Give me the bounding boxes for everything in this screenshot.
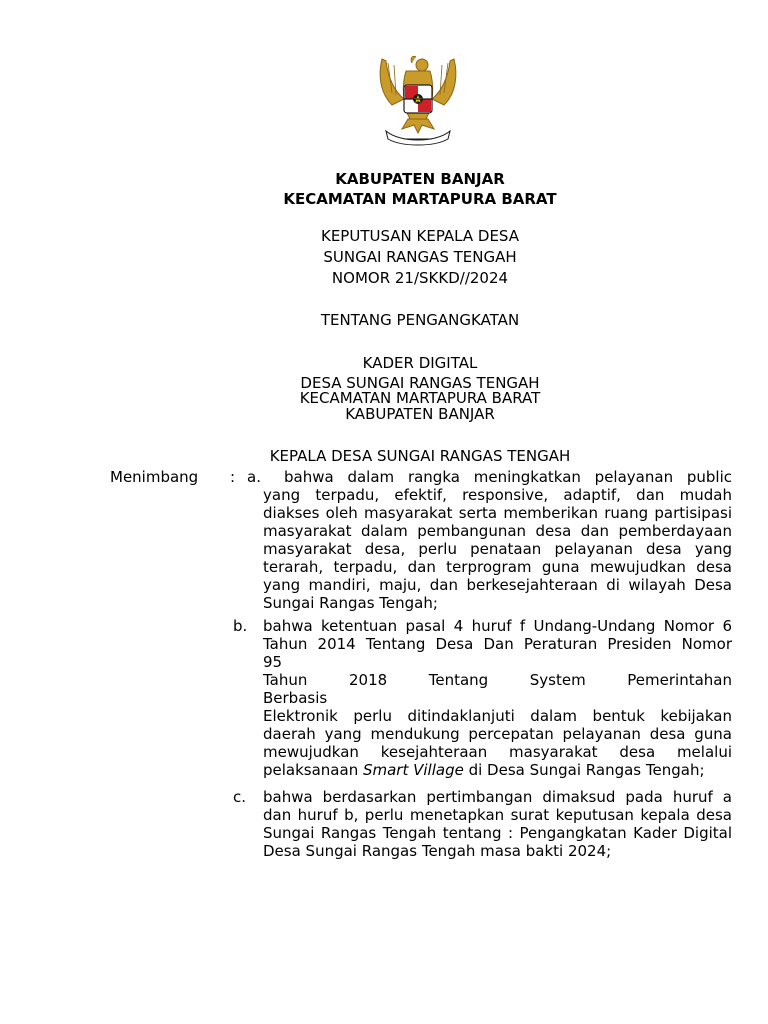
item-a-line: bahwa dalam rangka meningkatkan pelayanan public (284, 468, 732, 486)
item-a-letter: a. (247, 468, 261, 486)
item-b-line: mewujudkan kesejahteraan masyarakat desa melalui (263, 743, 732, 761)
smart-village-term: Smart Village (362, 761, 464, 779)
subject-line-2: DESA SUNGAI RANGAS TENGAH (300, 374, 540, 392)
item-c-text (263, 788, 732, 860)
village-name: SUNGAI RANGAS TENGAH (323, 248, 517, 266)
item-b-last-pre: pelaksanaan (263, 761, 363, 779)
subject-line-3: KECAMATAN MARTAPURA BARAT (299, 389, 541, 407)
item-b-letter: b. (233, 617, 248, 635)
item-b-line: Tahun 2014 Tentang Desa Dan Peraturan Presiden Nomor (263, 635, 732, 653)
item-b-line: 95 (263, 653, 283, 671)
item-b-line: bahwa ketentuan pasal 4 huruf f Undang-Undang Nomor 6 (263, 617, 732, 635)
item-b-line: Tahun 2018 Tentang System Pemerintahan (263, 671, 732, 689)
subject-line-1: KADER DIGITAL (362, 354, 478, 372)
item-a-line: masyarakat desa, perlu penataan pelayanan desa yang (263, 540, 732, 558)
item-c-line: Sungai Rangas Tengah tentang : Pengangkatan Kader Digital (263, 824, 732, 842)
item-a-line: yang terpadu, efektif, responsive, adaptif, dan mudah (263, 486, 732, 504)
item-b-line: Elektronik perlu ditindaklanjuti dalam bentuk kebijakan (263, 707, 732, 725)
considering-colon: : (230, 468, 236, 486)
subject-heading: TENTANG PENGANGKATAN (320, 311, 520, 329)
item-a-line: Sungai Rangas Tengah; (263, 594, 438, 612)
item-c-line: bahwa berdasarkan pertimbangan dimaksud pada huruf a (263, 788, 732, 806)
item-c-line: Desa Sungai Rangas Tengah masa bakti 2024; (263, 842, 612, 860)
district-title: KECAMATAN MARTAPURA BARAT (283, 190, 557, 208)
regency-title: KABUPATEN BANJAR (335, 170, 505, 188)
decree-number: NOMOR 21/SKKD//2024 (331, 269, 509, 287)
item-b-last-line (263, 761, 732, 779)
item-a-line: diakses oleh masyarakat serta memberikan ruang partisipasi (263, 504, 732, 522)
item-b-last-post: di Desa Sungai Rangas Tengah; (463, 761, 705, 779)
item-b-line: daerah yang mendukung percepatan pelayanan desa guna (263, 725, 732, 743)
item-a-line: masyarakat dalam pembangunan desa dan pemberdayaan (263, 522, 732, 540)
item-b-line: Berbasis (263, 689, 328, 707)
item-b-text (263, 617, 732, 779)
issuer-title: KEPALA DESA SUNGAI RANGAS TENGAH (269, 447, 571, 465)
considering-label: Menimbang (110, 468, 199, 486)
subject-line-4: KABUPATEN BANJAR (345, 405, 495, 423)
item-c-line: dan huruf b, perlu menetapkan surat keputusan kepala desa (263, 806, 732, 824)
garuda-emblem-icon (376, 53, 460, 147)
item-a-line: terarah, terpadu, dan terprogram guna mewujudkan desa (263, 558, 732, 576)
item-a-line: yang mandiri, maju, dan berkesejahteraan di wilayah Desa (263, 576, 732, 594)
item-a-text (263, 468, 732, 612)
decree-title: KEPUTUSAN KEPALA DESA (320, 227, 519, 245)
item-c-letter: c. (233, 788, 247, 806)
